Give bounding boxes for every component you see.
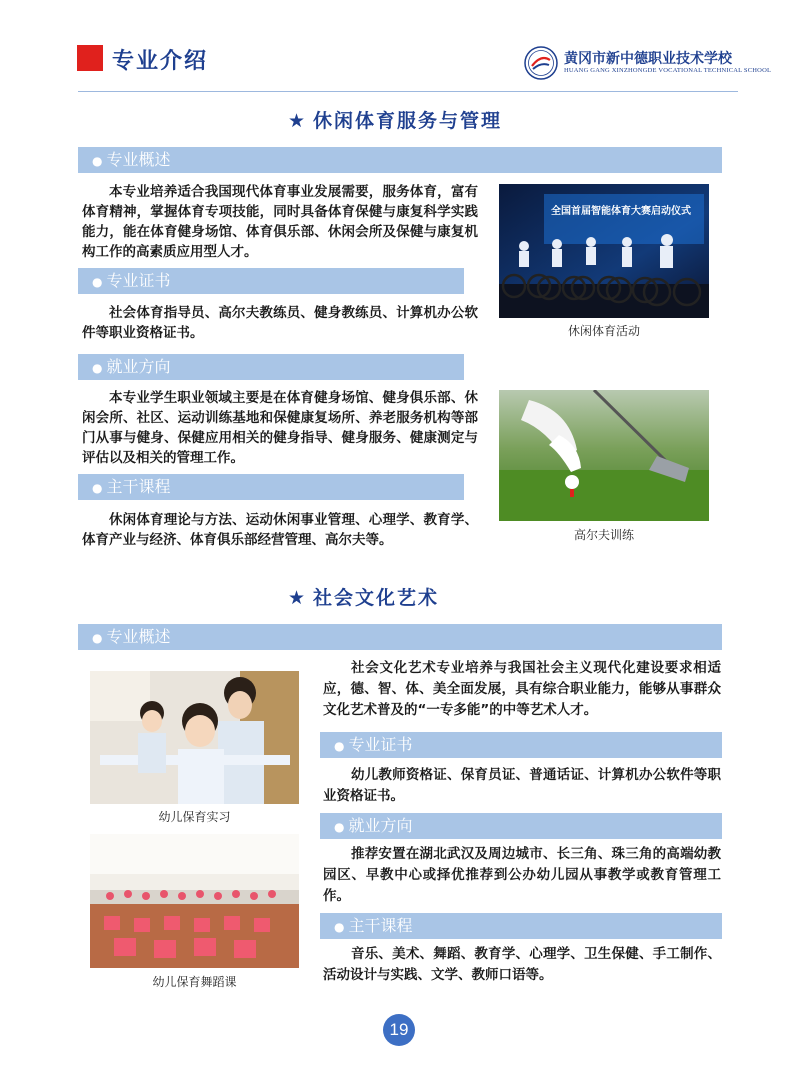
photo-dance — [90, 834, 299, 968]
school-name-en: HUANG GANG XINZHONGDE VOCATIONAL TECHNICAL SCHOOL — [564, 67, 772, 74]
header-divider — [78, 91, 738, 92]
section2-career-bar — [320, 813, 722, 839]
section2-career-label: 就业方向 — [348, 816, 413, 835]
section1-course-bar — [78, 474, 464, 500]
section1-title — [288, 106, 502, 133]
section2-overview-text: 社会文化艺术专业培养与我国社会主义现代化建设要求相适应，德、智、体、美全面发展，具有综合职业能力，能够从事群众文化艺术普及的“一专多能”的中等艺术人才。 — [323, 660, 721, 718]
photo-cycling — [499, 184, 709, 318]
section2-cert-label: 专业证书 — [348, 735, 413, 754]
bullet-icon: ● — [92, 275, 103, 289]
bullet-icon: ● — [92, 361, 103, 375]
photo-cycling-caption: 休闲体育活动 — [567, 324, 640, 338]
photo-golf-caption: 高尔夫训练 — [573, 528, 634, 542]
bullet-icon: ● — [334, 820, 345, 834]
star-icon: ★ — [288, 110, 308, 132]
school-logo-icon — [524, 46, 558, 80]
section2-title-text: 社会文化艺术 — [313, 587, 440, 609]
photo-golf — [499, 390, 709, 521]
photo-dance-caption: 幼儿保育舞蹈课 — [152, 975, 237, 989]
section1-overview-bar — [78, 147, 722, 173]
section1-title-text: 休闲体育服务与管理 — [313, 110, 503, 132]
section1-career-label: 就业方向 — [106, 357, 171, 376]
section2-career-text: 推荐安置在湖北武汉及周边城市、长三角、珠三角的高端幼教园区、早教中心或择优推荐到公办幼儿园从事教学或教育管理工作。 — [323, 846, 721, 904]
bullet-icon: ● — [334, 739, 345, 753]
page-title: 专业介绍 — [112, 49, 209, 74]
section2-overview-bar — [78, 624, 722, 650]
star-icon: ★ — [288, 587, 308, 609]
section1-overview-text: 本专业培养适合我国现代体育事业发展需要，服务体育，富有体育精神，掌握体育专项技能，同时具备体育保健与康复科学实践能力，能在体育健身场馆、体育俱乐部、休闲会所及保健与康复机构工作的高素质应用型人才。 — [82, 184, 478, 260]
section1-cert-label: 专业证书 — [106, 271, 171, 290]
section1-course-text: 休闲体育理论与方法、运动休闲事业管理、心理学、教育学、体育产业与经济、体育俱乐部经营管理、高尔夫等。 — [82, 512, 478, 548]
section2-cert-text: 幼儿教师资格证、保育员证、普通话证、计算机办公软件等职业资格证书。 — [323, 767, 721, 804]
section1-cert-bar — [78, 268, 464, 294]
section2-title — [288, 583, 439, 610]
school-name-cn: 黄冈市新中德职业技术学校 — [564, 51, 732, 67]
section1-cert-text: 社会体育指导员、高尔夫教练员、健身教练员、计算机办公软件等职业资格证书。 — [82, 305, 478, 341]
photo-cycling-banner: 全国首届智能体育大赛启动仪式 — [551, 206, 691, 217]
bullet-icon: ● — [92, 631, 103, 645]
header-red-square — [77, 45, 103, 71]
section1-course-label: 主干课程 — [106, 477, 171, 496]
bullet-icon: ● — [334, 920, 345, 934]
bullet-icon: ● — [92, 154, 103, 168]
section2-course-text: 音乐、美术、舞蹈、教育学、心理学、卫生保健、手工制作、活动设计与实践、文学、教师口语等。 — [323, 946, 721, 983]
photo-childcare-caption: 幼儿保育实习 — [158, 810, 231, 824]
bullet-icon: ● — [92, 481, 103, 495]
section2-cert-bar — [320, 732, 722, 758]
page-number: 19 — [383, 1014, 415, 1046]
section1-overview-label: 专业概述 — [106, 150, 171, 169]
section1-career-text: 本专业学生职业领域主要是在体育健身场馆、健身俱乐部、休闲会所、社区、运动训练基地和保健康复场所、养老服务机构等部门从事与健身、保健应用相关的健身指导、健身服务、健康测定与评估以及相关的管理工作。 — [82, 390, 478, 466]
section1-career-bar — [78, 354, 464, 380]
photo-childcare — [90, 671, 299, 804]
section2-course-bar — [320, 913, 722, 939]
section2-course-label: 主干课程 — [348, 916, 413, 935]
section2-overview-label: 专业概述 — [106, 627, 171, 646]
